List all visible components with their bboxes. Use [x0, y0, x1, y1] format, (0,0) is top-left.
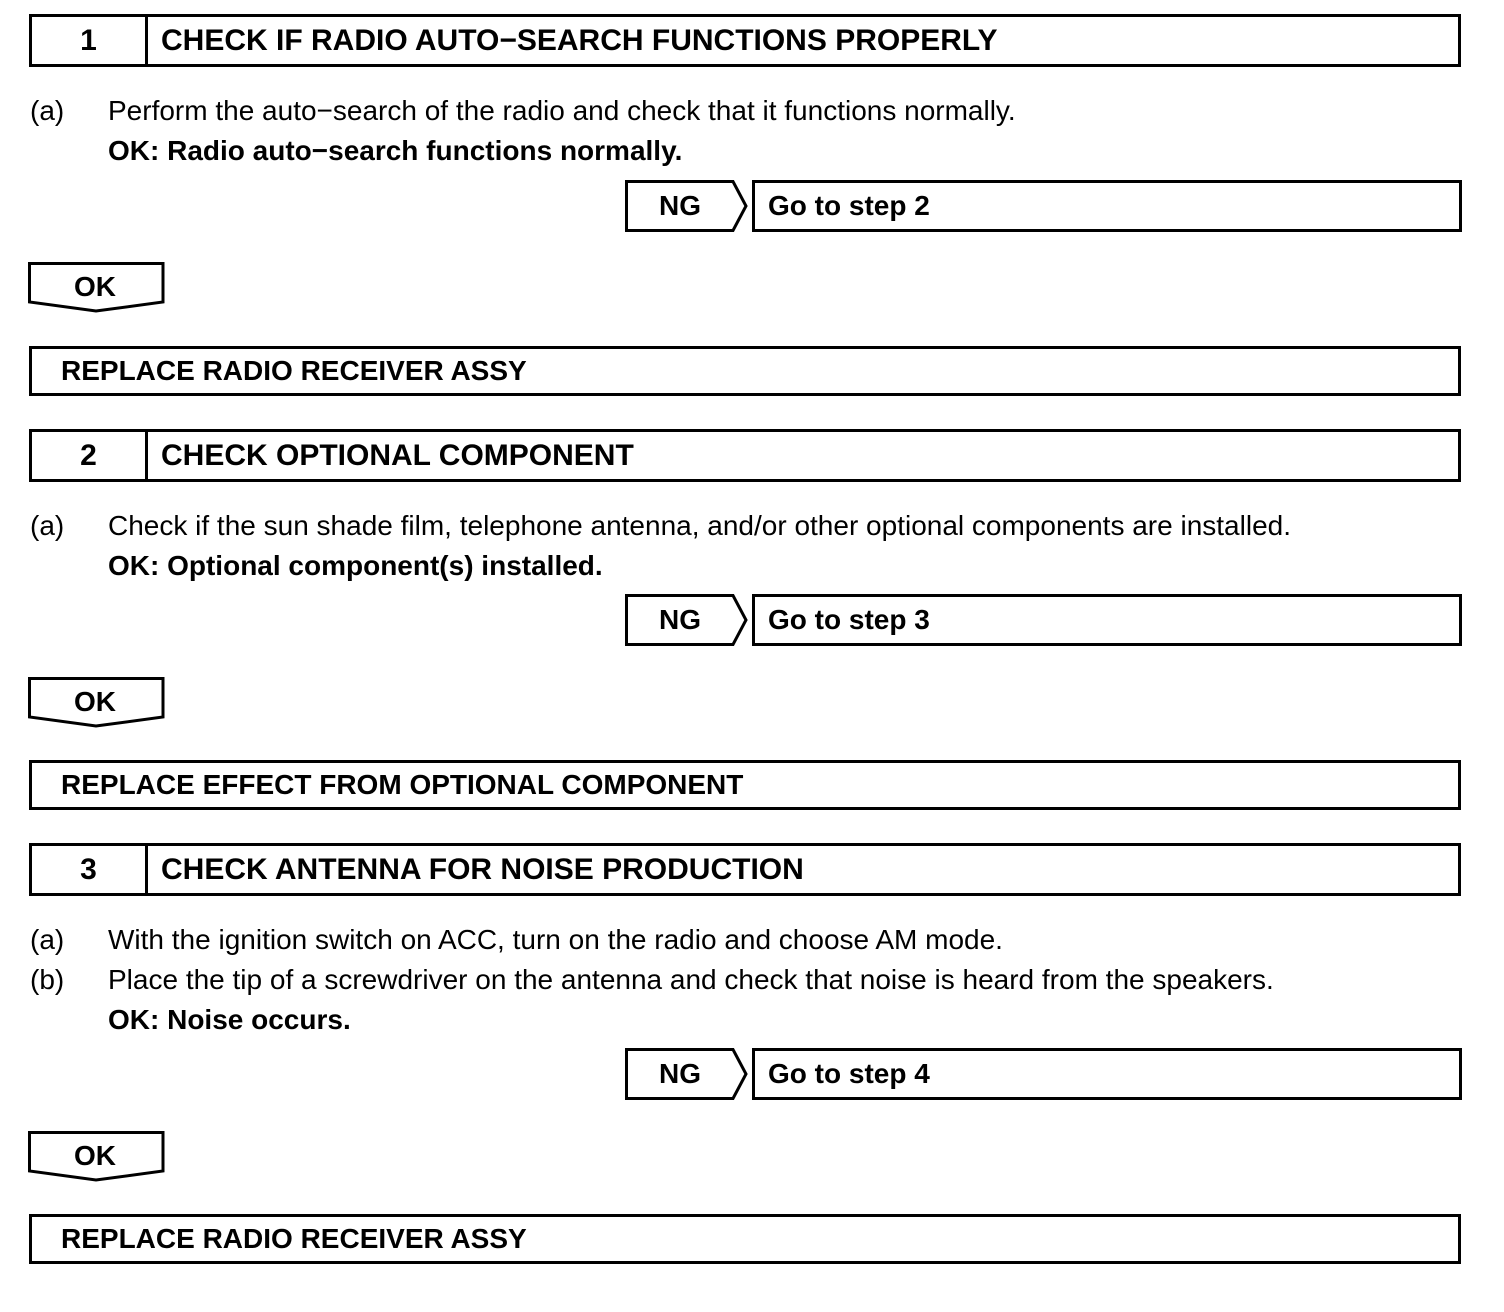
- instruction-letter: (a): [30, 924, 65, 955]
- ng-label: NG: [659, 190, 701, 221]
- ng-arrow: [625, 1048, 749, 1100]
- ng-arrow: [625, 180, 749, 232]
- ok-label: OK: [74, 686, 116, 717]
- step-2-instructions: [30, 506, 1480, 586]
- instruction-letter: (b): [30, 964, 65, 995]
- ok-condition: OK: Noise occurs.: [108, 1004, 351, 1035]
- result-action: REPLACE RADIO RECEIVER ASSY: [29, 346, 1461, 396]
- ng-arrow: [625, 594, 749, 646]
- ok-label: OK: [74, 271, 116, 302]
- step-2-header: [29, 429, 1461, 482]
- instruction-text: With the ignition switch on ACC, turn on the radio and choose AM mode.: [108, 924, 1003, 955]
- result-action: REPLACE RADIO RECEIVER ASSY: [29, 1214, 1461, 1264]
- ok-condition: OK: Optional component(s) installed.: [108, 550, 603, 581]
- go-to-step-link[interactable]: Go to step 3: [752, 594, 1462, 646]
- instruction-item: [30, 920, 1480, 960]
- ok-label: OK: [74, 1140, 116, 1171]
- instruction-text: Perform the auto−search of the radio and check that it functions normally.: [108, 95, 1016, 126]
- instruction-text: Check if the sun shade film, telephone antenna, and/or other optional components are installed.: [108, 510, 1291, 541]
- ok-down-arrow: [28, 1131, 166, 1183]
- go-to-step-link[interactable]: Go to step 2: [752, 180, 1462, 232]
- ok-down-arrow: [28, 262, 166, 314]
- step-title: CHECK OPTIONAL COMPONENT: [161, 438, 634, 472]
- ng-label: NG: [659, 1058, 701, 1089]
- instruction-letter: (a): [30, 95, 65, 126]
- ok-down-arrow: [28, 677, 166, 729]
- step-title: CHECK IF RADIO AUTO−SEARCH FUNCTIONS PROPERLY: [161, 23, 998, 57]
- ok-condition: OK: Radio auto−search functions normally.: [108, 135, 683, 166]
- instruction-item: [30, 91, 1480, 131]
- step-1-header: [29, 14, 1461, 67]
- instruction-item: [30, 506, 1480, 546]
- step-number: 3: [32, 846, 148, 893]
- go-to-step-link[interactable]: Go to step 4: [752, 1048, 1462, 1100]
- step-number: 2: [32, 432, 148, 479]
- step-3-header: [29, 843, 1461, 896]
- step-3-instructions: [30, 920, 1480, 1040]
- instruction-text: Place the tip of a screwdriver on the antenna and check that noise is heard from the speakers.: [108, 964, 1274, 995]
- step-number: 1: [32, 17, 148, 64]
- instruction-letter: (a): [30, 510, 65, 541]
- ng-label: NG: [659, 604, 701, 635]
- step-1-instructions: [30, 91, 1480, 171]
- result-action: REPLACE EFFECT FROM OPTIONAL COMPONENT: [29, 760, 1461, 810]
- step-title: CHECK ANTENNA FOR NOISE PRODUCTION: [161, 852, 804, 886]
- instruction-item: [30, 960, 1480, 1000]
